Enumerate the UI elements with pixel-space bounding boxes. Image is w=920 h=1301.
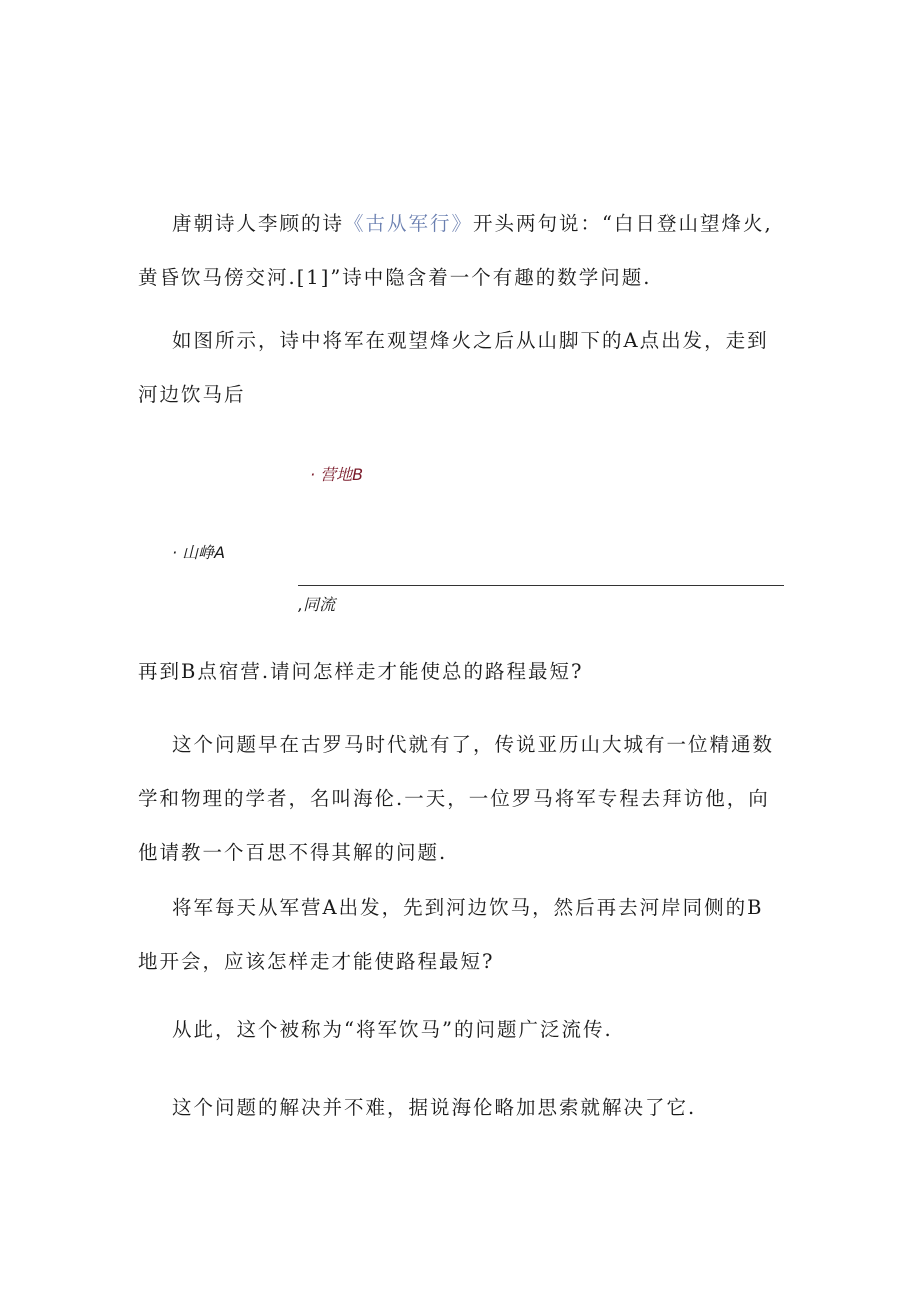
river-label: ,同流 (298, 595, 336, 614)
paragraph-intro (138, 197, 784, 305)
river-line (298, 585, 784, 586)
intro-text: 唐朝诗人李顾的诗 (172, 212, 345, 235)
paragraph-question: 再到B点宿营.请问怎样走才能使总的路程最短? (138, 660, 584, 683)
paragraph-setup: 如图所示，诗中将军在观望烽火之后从山脚下的A点出发，走到河边饮马后 (138, 329, 769, 406)
paragraph-general: 将军每天从军营A出发，先到河边饮马，然后再去河岸同侧的B地开会，应该怎样走才能使路程最短? (138, 896, 764, 973)
paragraph-history: 这个问题早在古罗马时代就有了，传说亚历山大城有一位精通数学和物理的学者，名叫海伦.一天，一位罗马将军专程去拜访他，向他请教一个百思不得其解的问题. (138, 733, 775, 864)
paragraph-spread: 从此，这个被称为“将军饮马”的问题广泛流传. (172, 1018, 613, 1041)
poem-title-link[interactable]: 《古从军行》 (344, 212, 474, 235)
mountain-a-label: · 山峥A (172, 543, 226, 562)
paragraph-solution: 这个问题的解决并不难，据说海伦略加思索就解决了它. (172, 1096, 697, 1119)
intro-text-rest: 开头两句说：“白日登山望烽火,黄昏饮马傍交河.[1]”诗中隐含着一个有趣的数学问题. (138, 212, 773, 289)
camp-b-label: · 营地B (310, 465, 364, 484)
